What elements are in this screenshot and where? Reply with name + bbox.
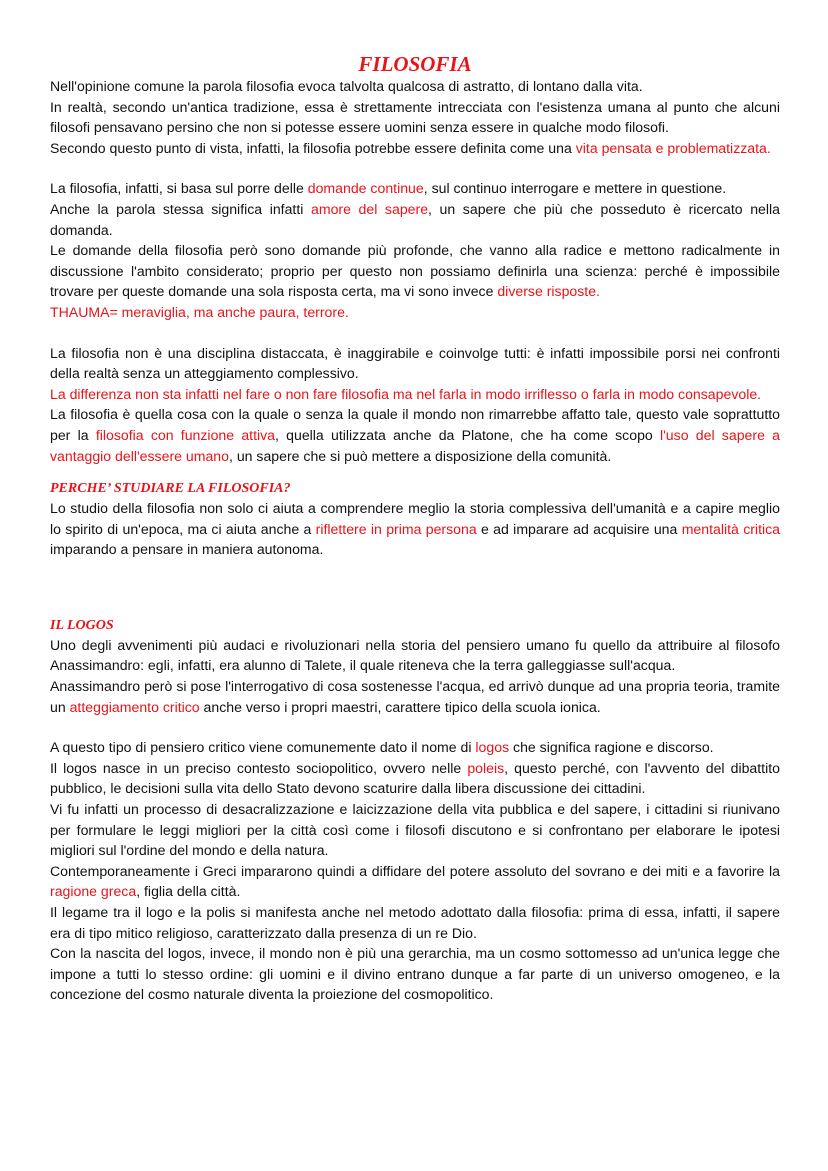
highlight-mentalita-critica: mentalità critica xyxy=(681,520,780,537)
highlight-diverse-risposte: diverse risposte. xyxy=(497,283,600,300)
highlight-poleis: poleis xyxy=(467,759,505,776)
highlight-riflettere: riflettere in prima persona xyxy=(315,520,477,537)
highlight-uso-del-sapere: l'uso del sapere a vantaggio dell'essere umano xyxy=(50,426,780,464)
disciplina-paragraph-2: La differenza non sta infatti nel fare o non fare filosofia ma nel farla in modo irriflesso o farla in modo consapevole. xyxy=(50,385,762,402)
document-page xyxy=(50,50,780,1005)
intro-paragraph-1: Nell'opinione comune la parola filosofia evoca talvolta qualcosa di astratto, di lontano dalla vita. xyxy=(50,78,643,94)
intro-paragraph-2: In realtà, secondo un'antica tradizione, essa è strettamente intrecciata con l'esistenza umana al punto che alcuni filosofi pensavano persino che non si potesse essere uomini senza essere in qualche modo filosofi. xyxy=(50,98,780,136)
spacer xyxy=(50,560,780,616)
highlight-amore-del-sapere: amore del sapere xyxy=(311,200,429,217)
highlight-domande-continue: domande continue xyxy=(307,180,424,197)
perche-paragraph-1: Lo studio della filosofia non solo ci aiuta a comprendere meglio la storia complessiva dell'umanità e a capire meglio lo spirito di un'epoca, ma ci aiuta anche a riflettere in prima persona e ad imparare ad acquisire una mentalità critica imparando a pensare in maniera autonoma. xyxy=(50,500,780,558)
highlight-atteggiamento-critico: atteggiamento critico xyxy=(69,698,200,715)
thauma-definition: THAUMA= meraviglia, ma anche paura, terrore. xyxy=(50,303,349,320)
spacer xyxy=(50,158,780,178)
domande-paragraph-2: Anche la parola stessa significa infatti amore del sapere, un sapere che più che posseduto è ricercato nella domanda. xyxy=(50,200,780,238)
logos-paragraph-3: A questo tipo di pensiero critico viene comunemente dato il nome di logos che significa ragione e discorso. xyxy=(50,739,714,756)
domande-paragraph-1: La filosofia, infatti, si basa sul porre delle domande continue, sul continuo interrogare e mettere in questione. xyxy=(50,180,727,197)
spacer xyxy=(50,466,780,479)
logos-paragraph-4: Il logos nasce in un preciso contesto sociopolitico, ovvero nelle poleis, questo perché, con l'avvento del dibattito pubblico, le decisioni sulla vita dello Stato devono scaturire dalla libera discussione dei cittadini. xyxy=(50,759,780,797)
page-title: FILOSOFIA xyxy=(358,52,472,76)
logos-paragraph-1: Uno degli avvenimenti più audaci e rivoluzionari nella storia del pensiero umano fu quello da attribuire al filosofo Anassimandro: egli, infatti, era alunno di Talete, il quale riteneva che la terra galleggiasse sull'acqua. xyxy=(50,636,780,674)
disciplina-paragraph-1: La filosofia non è una disciplina distaccata, è inaggirabile e coinvolge tutti: è infatti impossibile porsi nei confronti della realtà senza un atteggiamento complessivo. xyxy=(50,344,780,382)
logos-paragraph-7: Il legame tra il logo e la polis si manifesta anche nel metodo adottato dalla filosofia: prima di essa, infatti, il sapere era di tipo mitico religioso, caratterizzato dalla presenza di un re Dio. xyxy=(50,904,780,941)
logos-paragraph-5: Vi fu infatti un processo di desacralizzazione e laicizzazione della vita pubblica e del sapere, i cittadini si riunivano per formulare le leggi migliori per la città così come i filosofi discutono e si confrontano per elaborare le ipotesi migliori sul l'ordine del mondo e della natura. xyxy=(50,801,780,859)
section-heading-logos: IL LOGOS xyxy=(50,617,114,633)
logos-paragraph-6: Contemporaneamente i Greci impararono quindi a diffidare del potere assoluto del sovrano e dei miti e a favorire la ragione greca, figlia della città. xyxy=(50,862,780,900)
disciplina-paragraph-3: La filosofia è quella cosa con la quale o senza la quale il mondo non rimarrebbe affatto tale, questo vale soprattutto per la filosofia con funzione attiva, quella utilizzata anche da Platone, che ha come scopo l'uso del sapere a vantaggio dell'essere umano, un sapere che si può mettere a disposizione della comunità. xyxy=(50,406,780,464)
intro-paragraph-3: Secondo questo punto di vista, infatti, la filosofia potrebbe essere definita come una vita pensata e problematizzata. xyxy=(50,139,771,156)
section-heading-perche: PERCHE’ STUDIARE LA FILOSOFIA? xyxy=(50,481,291,497)
highlight-ragione-greca: ragione greca xyxy=(50,883,137,900)
logos-paragraph-2: Anassimandro però si pose l'interrogativo di cosa sostenesse l'acqua, ed arrivò dunque ad una propria teoria, tramite un atteggiamento critico anche verso i propri maestri, carattere tipico della scuola ionica. xyxy=(50,678,780,715)
spacer xyxy=(50,717,780,737)
highlight-logos: logos xyxy=(475,739,510,756)
logos-paragraph-8: Con la nascita del logos, invece, il mondo non è più una gerarchia, ma un cosmo sottomesso ad un'unica legge che impone a tutti lo stesso ordine: gli uomini e il divino entrano dunque a far parte di un universo omogeneo, e la concezione del cosmo naturale diventa la proiezione del cosmopolitico. xyxy=(50,945,780,1003)
spacer xyxy=(50,323,780,343)
highlight-vita-pensata: vita pensata e problematizzata. xyxy=(575,139,771,156)
domande-paragraph-3: Le domande della filosofia però sono domande più profonde, che vanno alla radice e mettono radicalmente in discussione l'ambito considerato; proprio per questo non possiamo definirla una scienza: perché è impossibile trovare per queste domande una sola risposta certa, ma vi sono invece diverse risposte. xyxy=(50,242,780,300)
highlight-funzione-attiva: filosofia con funzione attiva xyxy=(95,426,275,443)
